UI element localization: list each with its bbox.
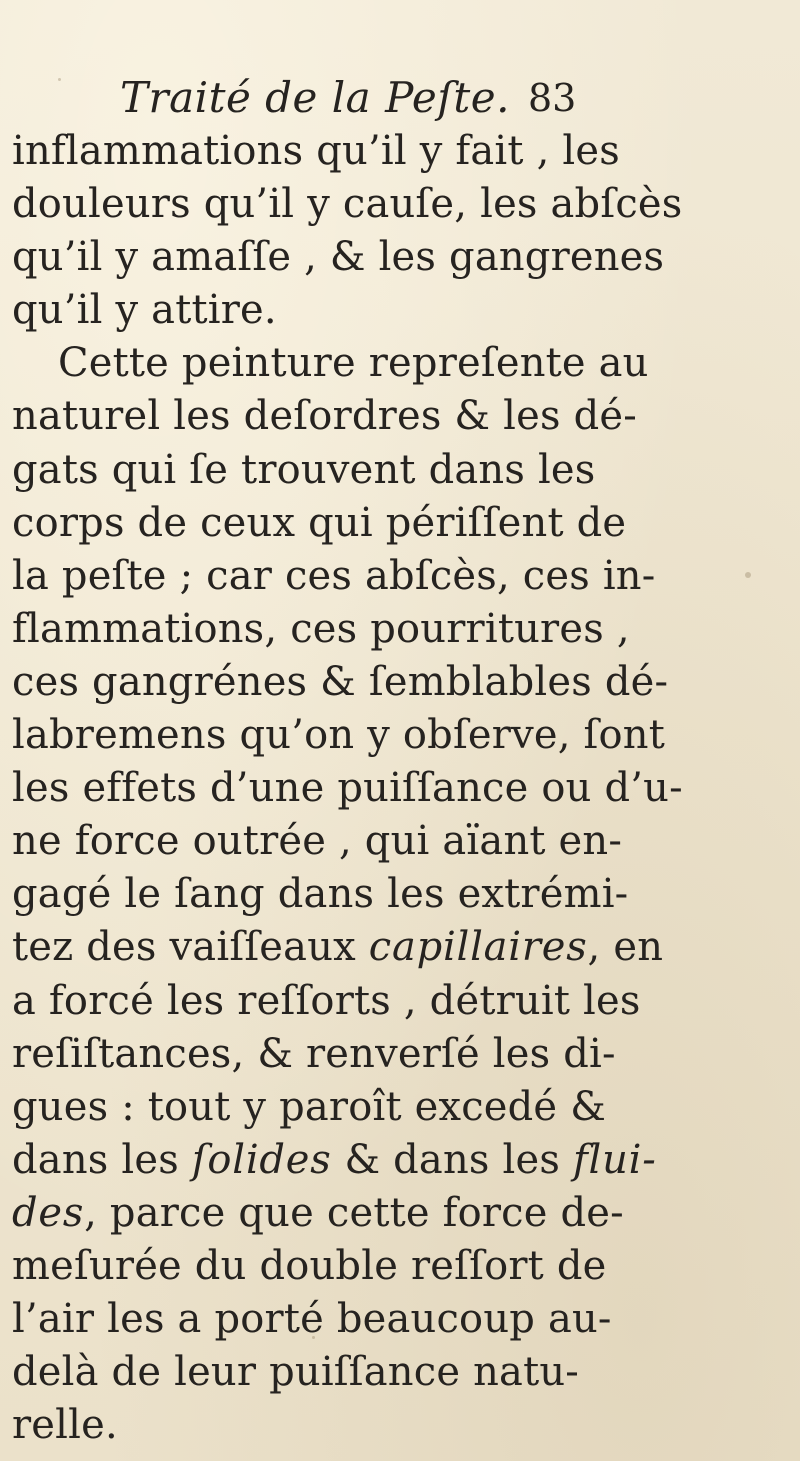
text-line: dans les ſolides & dans les flui- [12,1134,657,1183]
text-line: gues : tout y paroît excedé & [12,1081,606,1130]
italic-term: flui- [572,1134,657,1183]
text-line: qu’il y attire. [12,285,277,334]
text-line: gats qui ſe trouvent dans les [12,444,596,493]
text-line: flammations, ces pourritures , [12,603,630,652]
running-head [0,68,800,128]
text-line: qu’il y amaſſe , & les gangrenes [12,232,665,281]
italic-term: ſolides [191,1134,332,1183]
text-line: inflammations qu’il y fait , les [12,126,620,174]
text-line: relle. [12,1400,118,1449]
text-line: naturel les deſordres & les dé- [12,391,637,440]
text-line: gagé le ſang dans les extrémi- [12,869,629,918]
page-number: 83 [528,76,577,120]
running-head-title: Traité de la Peſte. [120,73,510,122]
text-line: labremens qu’on y obſerve, ſont [12,710,666,759]
body-text [12,124,800,1451]
text-line: ces gangrénes & ſemblables dé- [12,656,669,705]
text-line: meſurée du double reſſort de [12,1240,607,1289]
text-line: Cette peinture repreſente au [58,338,649,387]
text-line: delà de leur puiſſance natu- [12,1347,579,1396]
text-line: corps de ceux qui périſſent de [12,497,627,546]
text-line: a forcé les reſſorts , détruit les [12,975,641,1024]
text-line: la peſte ; car ces abſcès, ces in- [12,550,656,599]
text-line: ne force outrée , qui aïant en- [12,816,623,865]
text-line: les effets d’une puiſſance ou d’u- [12,763,683,812]
text-line: douleurs qu’il y cauſe, les abſcès [12,179,683,228]
text-line: tez des vaiſſeaux capillaires, en [12,922,664,971]
italic-term: capillaires [368,922,588,971]
italic-term: des [12,1187,85,1236]
text-line: des, parce que cette force de- [12,1187,624,1236]
text-line: l’air les a porté beaucoup au- [12,1294,612,1343]
text-line: reſiſtances, & renverſé les di- [12,1028,616,1077]
